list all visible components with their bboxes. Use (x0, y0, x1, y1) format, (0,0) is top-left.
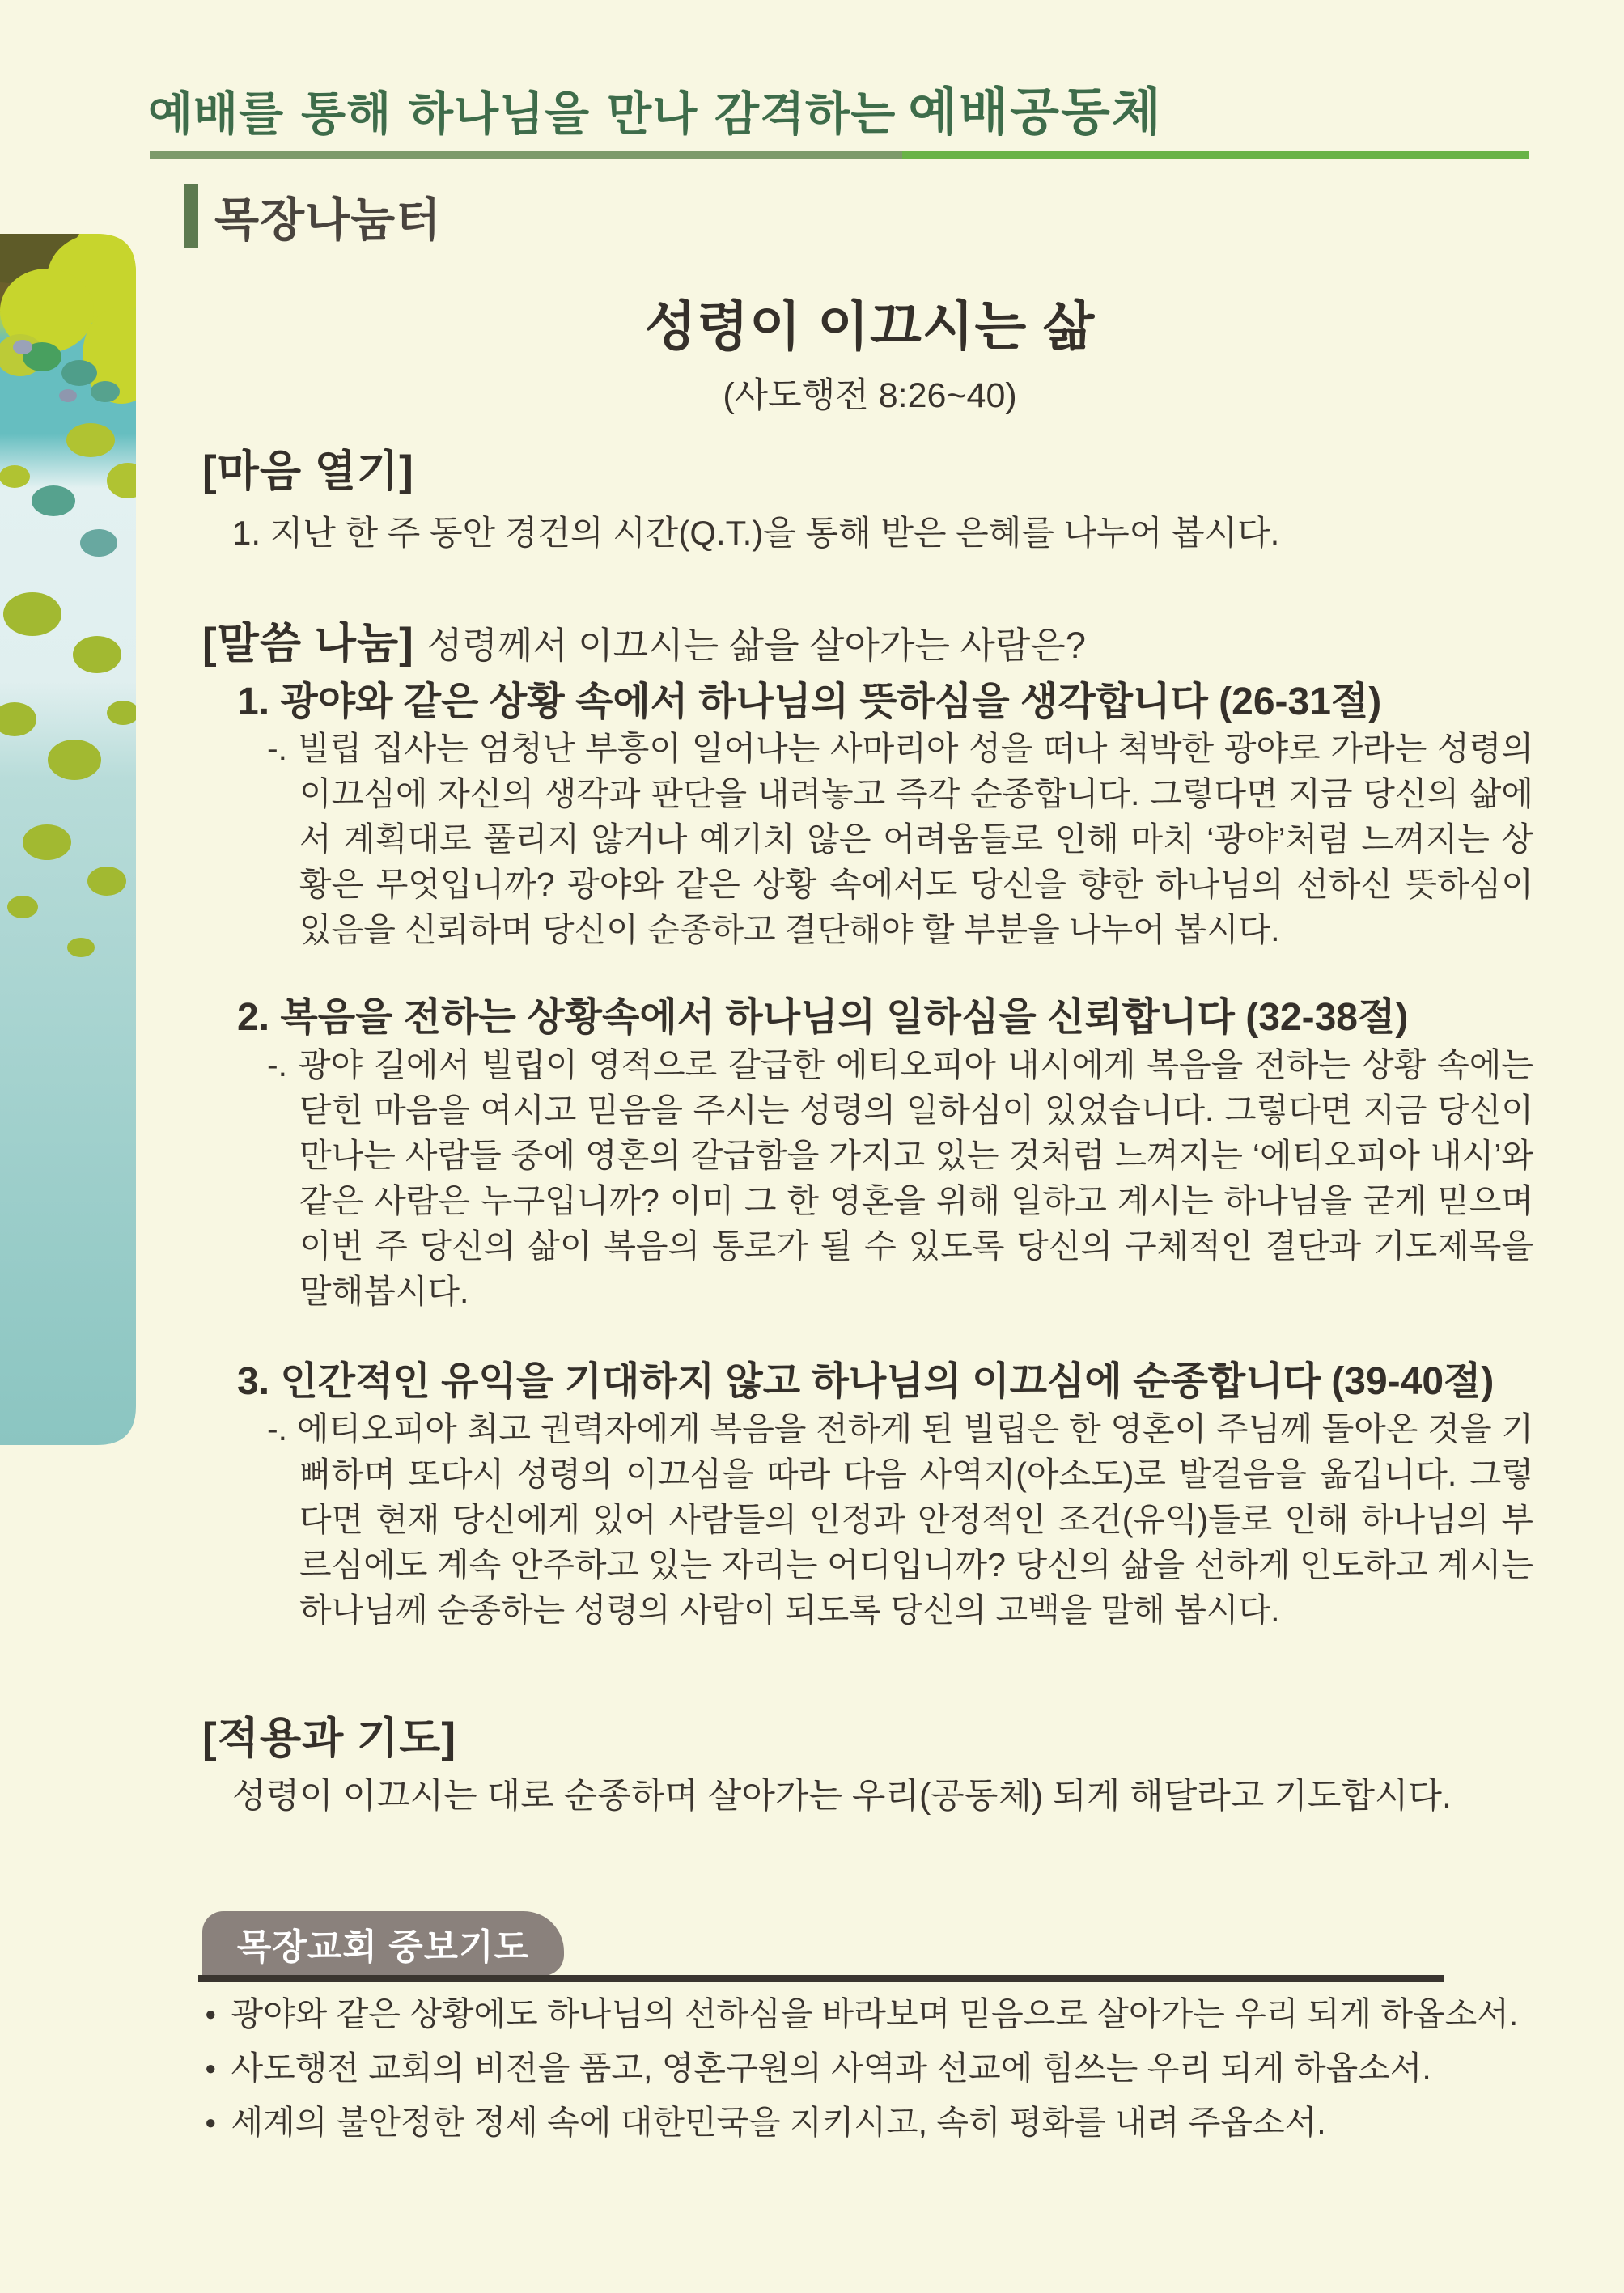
header-rule-olive-segment (150, 151, 902, 159)
sharing-point-2-body: -. 광야 길에서 빌립이 영적으로 갈급한 에티오피아 내시에게 복음을 전하는 상황 속에는 닫힌 마음을 여시고 믿음을 주시는 성령의 일하심이 있었습니다. 그렇다면 지금 당신이 만나는 사람들 중에 영혼의 갈급함을 가지고 있는 것처럼 느껴지는 ‘에티오피아 내시’와 같은 사람은 누구입니까? 이미 그 한 영혼을 위해 일하고 계시는 하나님을 굳게 믿으며 이번 주 당신의 삶이 복음의 통로가 될 수 있도록 당신의 구체적인 결단과 기도제목을 말해봅시다. (267, 1046, 1533, 1310)
intercession-item-2: ● 사도행전 교회의 비전을 품고, 영혼구원의 사역과 선교에 힘쓰는 우리 되게 하옵소서. (205, 2041, 1518, 2096)
intercession-badge (202, 1911, 564, 1976)
tagline-text: 예배를 통해 하나님을 만나 감격하는 (148, 87, 897, 141)
lesson-title: 성령이 이끄시는 삶 (644, 296, 1096, 356)
watercolor-foliage-illustration (0, 234, 136, 1445)
header-rule-green-segment (902, 151, 1529, 159)
sharing-point-1-body: -. 빌립 집사는 엄청난 부흥이 일어나는 사마리아 성을 떠나 척박한 광야로 가라는 성령의 이끄심에 자신의 생각과 판단을 내려놓고 즉각 순종합니다. 그렇다면 지금 당신의 삶에서 계획대로 풀리지 않거나 예기치 않은 어려움들로 인해 마치 ‘광야’처럼 느껴지는 상황은 무엇입니까? 광야와 같은 상황 속에서도 당신을 향한 하나님의 선하신 뜻하심이 있음을 신뢰하며 당신이 순종하고 결단해야 할 부분을 나누어 봅시다. (267, 730, 1533, 948)
sharing-point-1-title: 1. 광야와 같은 상황 속에서 하나님의 뜻하심을 생각합니다 (26-31절) (237, 680, 1382, 723)
sharing-point-2-title: 2. 복음을 전하는 상황속에서 하나님의 일하심을 신뢰합니다 (32-38절) (237, 996, 1409, 1039)
section-label-bar (184, 184, 198, 248)
tagline-brand: 예배공동체 (908, 82, 1163, 142)
intercession-divider (198, 1975, 1444, 1982)
section-label (184, 183, 441, 249)
lesson-title-block (202, 283, 1537, 417)
sharing-heading: [말씀 나눔] (202, 620, 414, 668)
intercession-item-1: ● 광야와 같은 상황에도 하나님의 선하심을 바라보며 믿음으로 살아가는 우리 되게 하옵소서. (205, 1987, 1518, 2041)
section-label-text: 목장나눔터 (214, 194, 442, 246)
opening-item: 1. 지난 한 주 동안 경건의 시간(Q.T.)을 통해 받은 은혜를 나누어 봅시다. (232, 514, 1280, 552)
lesson-scripture-reference: (사도행전 8:26~40) (723, 376, 1017, 415)
header-rule (150, 151, 1529, 159)
intercession-badge-text: 목장교회 중보기도 (236, 1927, 530, 1967)
sharing-heading-row (202, 609, 1086, 671)
sharing-point-3-body: -. 에티오피아 최고 권력자에게 복음을 전하게 된 빌립은 한 영혼이 주님께 돌아온 것을 기뻐하며 또다시 성령의 이끄심을 따라 다음 사역지(아소도)로 발걸음을 옮깁니다. 그렇다면 현재 당신에게 있어 사람들의 인정과 안정적인 조건(유익)들로 인해 하나님의 부르심에도 계속 안주하고 있는 자리는 어디입니까? 당신의 삶을 선하게 인도하고 계시는 하나님께 순종하는 성령의 사람이 되도록 당신의 고백을 말해 봅시다. (267, 1410, 1533, 1629)
sharing-point-3-title: 3. 인간적인 유익을 기대하지 않고 하나님의 이끄심에 순종합니다 (39-40절) (237, 1360, 1495, 1403)
application-heading: [적용과 기도] (202, 1714, 457, 1762)
intercession-item-3: ● 세계의 불안정한 정세 속에 대한민국을 지키시고, 속히 평화를 내려 주옵소서. (205, 2096, 1518, 2150)
intercession-list (205, 1987, 1518, 2150)
application-body: 성령이 이끄시는 대로 순종하며 살아가는 우리(공동체) 되게 해달라고 기도합시다. (232, 1777, 1452, 1816)
opening-heading: [마음 열기] (202, 447, 414, 495)
sharing-question: 성령께서 이끄시는 삶을 살아가는 사람은? (426, 625, 1086, 666)
tagline (148, 71, 1163, 145)
